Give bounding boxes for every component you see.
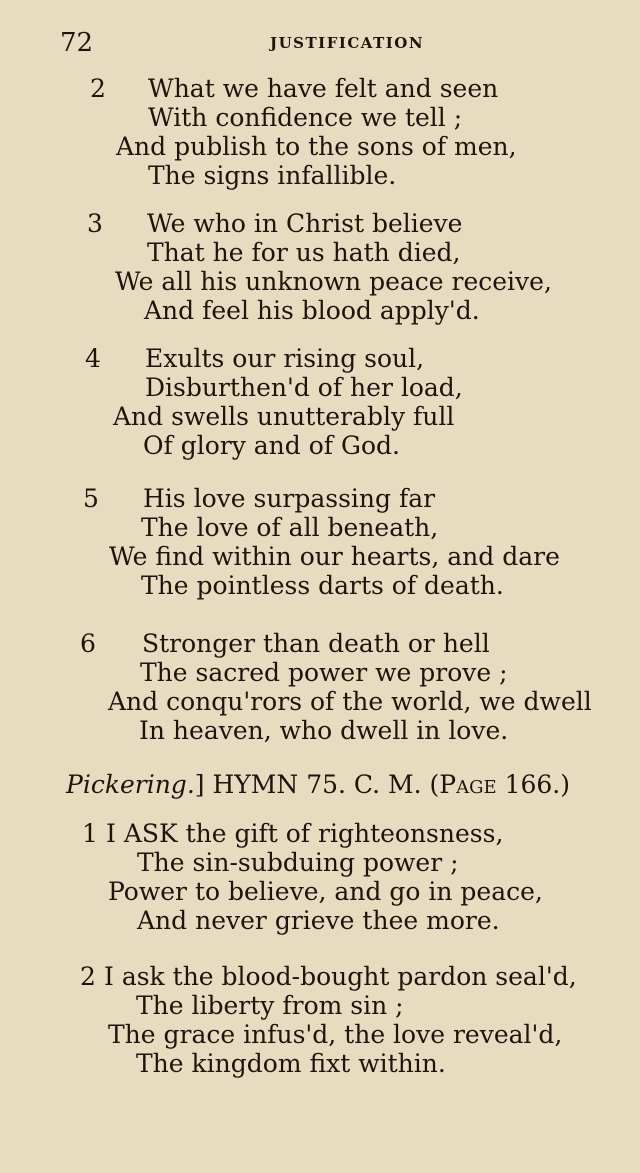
verse-line: And swells unutterably full <box>113 402 455 431</box>
stanza-number: 4 <box>85 344 101 373</box>
tune-bracket: ] <box>194 770 205 799</box>
stanza-number: 1 <box>82 819 98 848</box>
verse-line: I ask the blood-bought pardon seal'd, <box>104 962 577 991</box>
hymn-title: HYMN 75. C. M. <box>212 770 422 799</box>
verse-line: With confidence we tell ; <box>148 103 463 132</box>
verse-line: And never grieve thee more. <box>137 906 500 935</box>
page-header <box>60 22 620 62</box>
hymn-heading <box>66 770 570 799</box>
verse-line: The signs infallible. <box>148 161 397 190</box>
verse-line: The kingdom fixt within. <box>136 1049 446 1078</box>
verse-line: That he for us hath died, <box>147 238 461 267</box>
verse-line: The love of all beneath, <box>141 513 439 542</box>
verse-line: Disburthen'd of her load, <box>145 373 463 402</box>
stanza-number: 2 <box>80 962 96 991</box>
verse-line: The liberty from sin ; <box>136 991 404 1020</box>
verse-line: What we have felt and seen <box>148 74 499 103</box>
verse-line: And conqu'rors of the world, we dwell <box>108 687 592 716</box>
verse-line: The grace infus'd, the love reveal'd, <box>108 1020 563 1049</box>
stanza-number: 6 <box>80 629 96 658</box>
verse-line: And publish to the sons of men, <box>116 132 517 161</box>
verse-line: We all his unknown peace receive, <box>115 267 552 296</box>
verse-line: Exults our rising soul, <box>145 344 425 373</box>
tune-name: Pickering. <box>66 770 195 799</box>
stanza-number: 2 <box>90 74 106 103</box>
running-head: JUSTIFICATION <box>270 34 425 52</box>
verse-line: The pointless darts of death. <box>141 571 504 600</box>
verse-line: The sacred power we prove ; <box>140 658 508 687</box>
verse-line: We who in Christ believe <box>147 209 463 238</box>
stanza-number: 5 <box>83 484 99 513</box>
verse-line: The sin-subduing power ; <box>137 848 459 877</box>
verse-line: Of glory and of God. <box>143 431 400 460</box>
verse-line: I ASK the gift of righteonsness, <box>106 819 504 848</box>
page-number: 72 <box>60 28 94 58</box>
page-reference: (Page 166.) <box>429 770 571 799</box>
verse-line: Stronger than death or hell <box>142 629 490 658</box>
verse-line: His love surpassing far <box>143 484 436 513</box>
stanza-number: 3 <box>87 209 103 238</box>
verse-line: And feel his blood apply'd. <box>144 296 480 325</box>
verse-line: We find within our hearts, and dare <box>109 542 560 571</box>
verse-line: In heaven, who dwell in love. <box>139 716 509 745</box>
verse-line: Power to believe, and go in peace, <box>108 877 543 906</box>
